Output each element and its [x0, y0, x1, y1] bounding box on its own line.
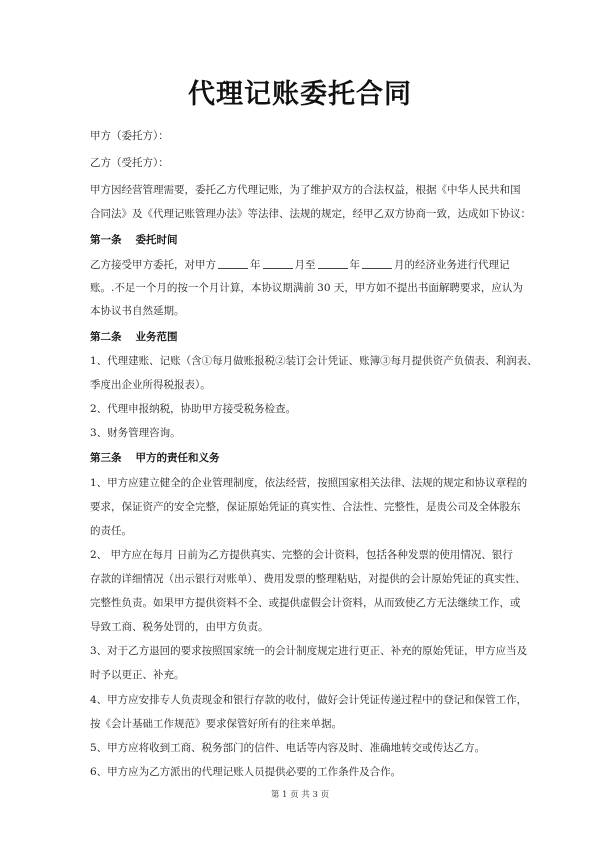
- party-a-label: 甲方（委托方）：: [90, 130, 169, 142]
- article2-line: 季度出企业所得税报表）。: [90, 379, 211, 391]
- document-title: 代理记账委托合同: [188, 79, 412, 110]
- article3-line: 的责任。: [90, 525, 132, 537]
- article1-title: 委托时间: [135, 234, 178, 246]
- article1-number: 第一条: [90, 234, 122, 246]
- article1-line: 乙方接受甲方委托，对甲方 年 月至 年 月的经济业务进行代理记: [90, 259, 510, 271]
- blank-field: [362, 258, 392, 269]
- article1-heading: [90, 232, 178, 247]
- article2-line: 1、代理建账、记账（含①每月做账报税②装订会计凭证、账簿③每月提供资产负债表、利润表、: [90, 355, 538, 367]
- article3-line: 完整性负责。如果甲方提供资料不全、或提供虚假会计资料，从而致使乙方无法继续工作，或: [90, 597, 521, 609]
- article3-line: 存款的详细情况（出示银行对账单）、费用发票的整理粘贴，对提供的会计原始凭证的真实性、: [90, 573, 526, 585]
- page-number: 第 1 页 共 3 页: [270, 790, 330, 800]
- article3-line: 4、甲方应安排专人负责现金和银行存款的收付，做好会计凭证传递过程中的登记和保管工作，: [90, 694, 528, 706]
- article2-line: 2、代理申报纳税，协助甲方接受税务检查。: [90, 403, 297, 415]
- blank-field: [218, 258, 248, 269]
- article3-line: 6、甲方应为乙方派出的代理记账人员提供必要的工作条件及合作。: [90, 766, 402, 778]
- party-b-label: 乙方（受托方）：: [90, 157, 169, 169]
- blank-field: [318, 258, 348, 269]
- article3-line: 1、甲方应建立健全的企业管理制度，依法经营，按照国家相关法律、法规的规定和协议章程的: [90, 477, 528, 489]
- article2-line: 3、财务管理咨询。: [90, 427, 181, 439]
- article3-line: 3、对于乙方退回的要求按照国家统一的会计制度规定进行更正、补充的原始凭证，甲方应当及: [90, 645, 528, 657]
- article2-heading: [90, 329, 178, 344]
- article2-number: 第二条: [90, 331, 122, 343]
- article1-line: 账。.不足一个月的按一个月计算，本协议期满前 30 天，甲方如不提出书面解聘要求，应认为: [90, 282, 523, 294]
- article3-line: 按《会计基础工作规范》要求保管好所有的往来单据。: [90, 718, 342, 730]
- article3-heading: [90, 450, 220, 465]
- article3-title: 甲方的责任和义务: [135, 452, 220, 464]
- article3-line: 导致工商、税务处罚的，由甲方负责。: [90, 621, 269, 633]
- article3-number: 第三条: [90, 452, 122, 464]
- article3-line: 要求，保证资产的安全完整，保证原始凭证的真实性、合法性、完整性，是贵公司及全体股东: [90, 501, 521, 513]
- intro-line: 甲方因经营管理需要，委托乙方代理记账，为了维护双方的合法权益，根据《中华人民共和国: [90, 184, 521, 196]
- article3-line: 5、甲方应将收到工商、税务部门的信件、电话等内容及时、准确地转交或传达乙方。: [90, 742, 486, 754]
- blank-field: [263, 258, 293, 269]
- article3-line: 2、 甲方应在每月 日前为乙方提供真实、完整的会计资料，包括各种发票的使用情况、银行: [90, 549, 513, 561]
- article2-title: 业务范围: [135, 331, 178, 343]
- article1-line: 本协议书自然延期。: [90, 305, 185, 317]
- article3-line: 时予以更正、补充。: [90, 669, 185, 681]
- intro-line: 合同法》及《代理记账管理办法》等法律、法规的规定，经甲乙双方协商一致，达成如下协议：: [90, 208, 531, 220]
